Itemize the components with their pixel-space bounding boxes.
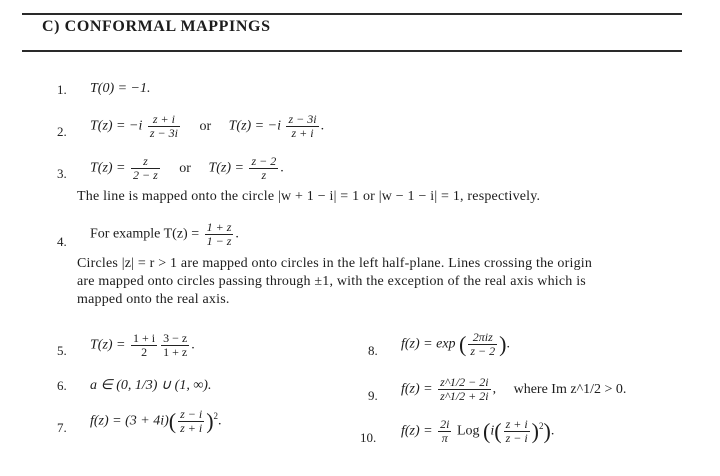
left-paren: ( xyxy=(168,408,177,434)
fraction: $\frac{\text{2πiz}}{z - 2}$ xyxy=(470,330,496,358)
answer-4-note-line: Circles |z| = r > 1 are mapped onto circles in the left half-plane. Lines crossing the origin xyxy=(77,256,593,271)
right-paren: ) xyxy=(531,418,539,444)
fraction: $\frac{2i}{\pi}$ xyxy=(440,417,450,445)
answer-5: T(z) = $\frac{1 + i}{2}$ $\frac{3 - z}{1 + z}$ . xyxy=(90,331,195,359)
answer-4-note-line: mapped onto the real axis. xyxy=(77,292,230,307)
answer-8: f(z) = exp ( $\frac{\text{2πiz}}{z - 2}$ ). xyxy=(401,330,510,358)
answer-6: a ∈ (0, 1/3) ∪ (1, ∞). xyxy=(90,378,212,393)
answer-3-note: The line is mapped onto the circle |w + 1 − i| = 1 or |w − 1 − i| = 1, respectively. xyxy=(77,189,541,204)
answer-2: T(z) = −i $\frac{z + i}{z - 3i}$ or T(z) = −i $\frac{z - 3i}{z + i}$ . xyxy=(90,112,325,140)
right-paren: ) xyxy=(543,418,551,444)
bottom-rule xyxy=(22,50,682,52)
fraction: $\frac{3 - z}{1 + z}$ xyxy=(163,331,188,359)
item-number: 2. xyxy=(57,124,67,139)
right-paren: ) xyxy=(499,331,507,357)
fraction: $\frac{z + i}{z - i}$ xyxy=(505,417,528,445)
fraction: $\frac{1 + i}{2}$ xyxy=(133,331,156,359)
answer-10: f(z) = $\frac{2i}{\pi}$ Log (i( $\frac{z + i}{z - i}$ )$^2$). xyxy=(401,417,555,445)
left-paren: ( xyxy=(494,418,502,444)
fraction: $\frac{z - 2}{z}$ xyxy=(251,154,277,182)
fraction: $\frac{z - i}{z + i}$ xyxy=(180,407,203,435)
answer-7: f(z) = (3 + 4i)( $\frac{z - i}{z + i}$ )$^2$. xyxy=(90,407,222,435)
condition: where Im z^1/2 > 0. xyxy=(513,381,627,397)
fraction: $\frac{z + i}{z - 3i}$ xyxy=(149,112,178,140)
or-word: or xyxy=(199,118,212,134)
top-rule xyxy=(22,13,682,15)
formula-lhs: T(z) = −i xyxy=(90,118,143,134)
item-number: 6. xyxy=(57,378,67,393)
item-number: 1. xyxy=(57,82,67,97)
section-title: C) CONFORMAL MAPPINGS xyxy=(42,18,271,35)
answer-9: f(z) = $\frac{z\^{}1/2 - 2i}{z\^{}1/2 + 2i}$ , where Im z^1/2 > 0. xyxy=(401,375,627,403)
answer-4: For example T(z) = $\frac{1 + z}{1 - z}$ . xyxy=(90,220,239,248)
answer-3: T(z) = $\frac{z}{2 - z}$ or T(z) = $\frac{z - 2}{z}$ . xyxy=(90,154,284,182)
item-number: 4. xyxy=(57,234,67,249)
answer-1: T(0) = −1. xyxy=(90,81,151,96)
item-number: 8. xyxy=(368,343,378,358)
item-number: 3. xyxy=(57,166,67,181)
item-number: 5. xyxy=(57,343,67,358)
imag-unit: i xyxy=(490,423,495,439)
answer-4-note-line: are mapped onto circles passing through ±1, with the exception of the real axis which is xyxy=(77,274,586,289)
fraction: $\frac{z}{2 - z}$ xyxy=(133,154,158,182)
fraction: $\frac{z - 3i}{z + i}$ xyxy=(288,112,317,140)
right-paren: ) xyxy=(206,408,214,434)
item-number: 9. xyxy=(368,388,378,403)
fraction: $\frac{1 + z}{1 - z}$ xyxy=(206,220,232,248)
item-number: 10. xyxy=(360,430,377,445)
left-paren: ( xyxy=(459,331,467,357)
left-paren: ( xyxy=(483,418,491,444)
item-number: 7. xyxy=(57,420,67,435)
formula-lhs: T(z) = −i xyxy=(228,118,281,134)
fraction: $\frac{z\^{}1/2 - 2i}{z\^{}1/2 + 2i}$ xyxy=(440,375,489,403)
